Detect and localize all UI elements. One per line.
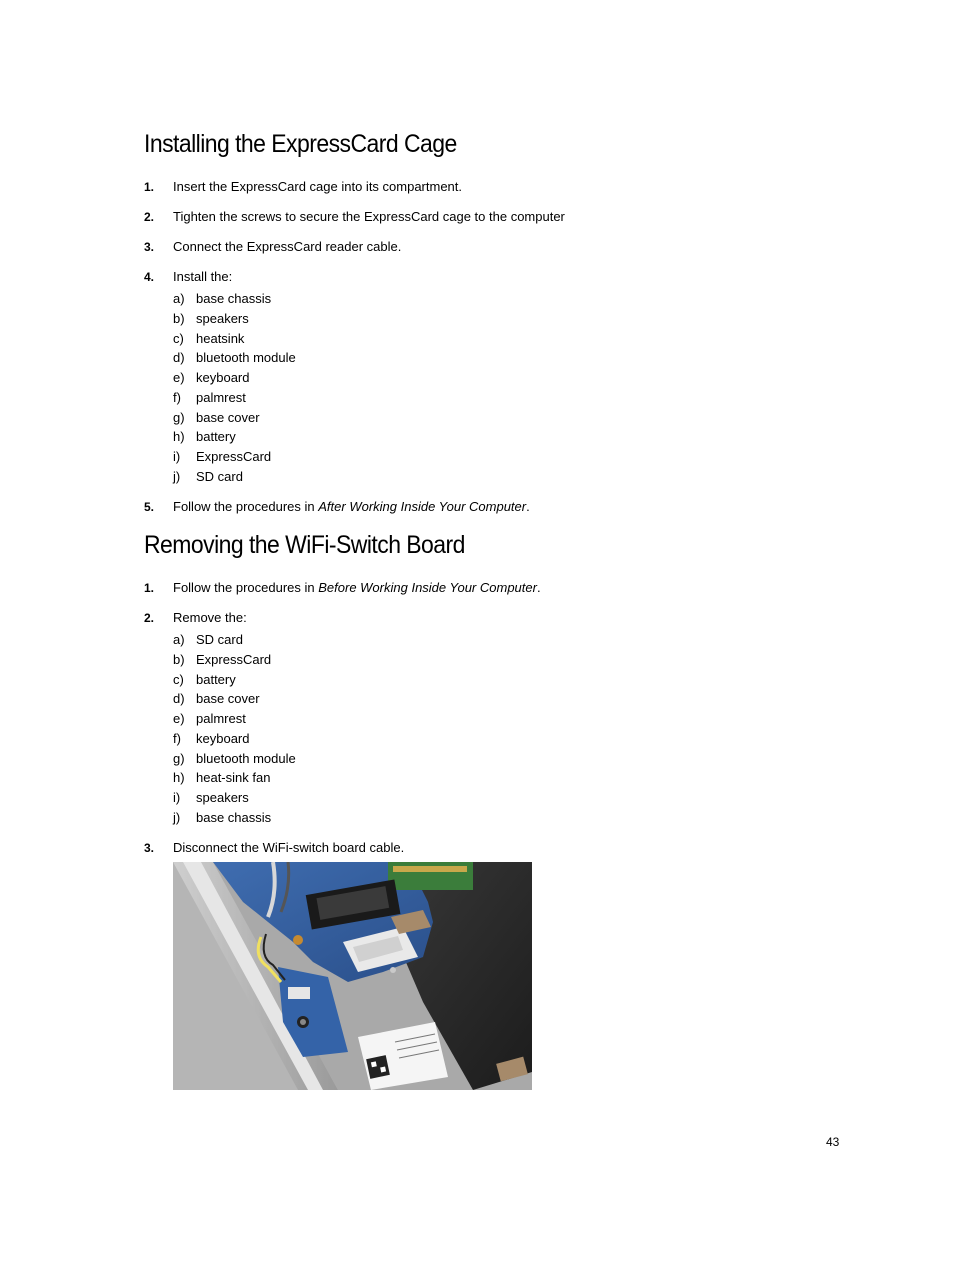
item-text: SD card (196, 469, 243, 484)
item-text: palmrest (196, 711, 246, 726)
item-letter: a) (173, 291, 185, 306)
item-letter: b) (173, 311, 185, 326)
item-text: speakers (196, 790, 249, 805)
item-letter: b) (173, 652, 185, 667)
item-text: battery (196, 672, 236, 687)
item-letter: j) (173, 469, 181, 484)
item-text: heatsink (196, 331, 245, 346)
step-text: Follow the procedures in Before Working Inside Your Computer. (173, 580, 541, 595)
item-text: keyboard (196, 370, 250, 385)
item-letter: h) (173, 770, 185, 785)
item-text: base cover (196, 691, 260, 706)
item-text: keyboard (196, 731, 250, 746)
step-number: 3. (144, 841, 155, 855)
item-text: ExpressCard (196, 449, 272, 464)
step-text: Disconnect the WiFi-switch board cable. (173, 840, 405, 855)
step-number: 2. (144, 210, 155, 224)
step-number: 1. (144, 581, 155, 595)
link-after-working-inside-computer: After Working Inside Your Computer (318, 499, 527, 514)
step-number: 5. (144, 500, 155, 514)
page-number: 43 (826, 1135, 840, 1149)
item-letter: f) (173, 731, 181, 746)
item-letter: i) (173, 790, 181, 805)
item-text: speakers (196, 311, 249, 326)
item-letter: f) (173, 390, 181, 405)
step-number: 3. (144, 240, 155, 254)
item-text: bluetooth module (196, 350, 296, 365)
item-letter: c) (173, 331, 184, 346)
item-text: base chassis (196, 810, 272, 825)
item-letter: g) (173, 751, 185, 766)
item-text: bluetooth module (196, 751, 296, 766)
item-text: palmrest (196, 390, 246, 405)
item-letter: j) (173, 810, 181, 825)
wifi-switch-board-photo (173, 862, 532, 1090)
step-text: Insert the ExpressCard cage into its compartment. (173, 179, 463, 194)
item-letter: e) (173, 711, 185, 726)
item-letter: a) (173, 632, 185, 647)
step-text: Remove the: (173, 610, 247, 625)
item-text: base chassis (196, 291, 272, 306)
item-text: heat-sink fan (196, 770, 271, 785)
item-text: base cover (196, 410, 260, 425)
item-letter: d) (173, 691, 185, 706)
step-text: Connect the ExpressCard reader cable. (173, 239, 402, 254)
link-before-working-inside-computer: Before Working Inside Your Computer (318, 580, 537, 595)
step-number: 2. (144, 611, 155, 625)
item-text: battery (196, 429, 236, 444)
item-letter: c) (173, 672, 184, 687)
step-number: 1. (144, 180, 155, 194)
step-text: Install the: (173, 269, 233, 284)
step-text: Tighten the screws to secure the ExpressCard cage to the computer (173, 209, 565, 224)
section-heading-installing-expresscard-cage: Installing the ExpressCard Cage (144, 130, 457, 158)
item-letter: e) (173, 370, 185, 385)
item-letter: h) (173, 429, 185, 444)
step-text: Follow the procedures in After Working Inside Your Computer. (173, 499, 530, 514)
section-heading-removing-wifi-switch-board: Removing the WiFi-Switch Board (144, 531, 465, 559)
item-letter: i) (173, 449, 181, 464)
item-text: SD card (196, 632, 243, 647)
item-letter: g) (173, 410, 185, 425)
item-letter: d) (173, 350, 185, 365)
step-number: 4. (144, 270, 155, 284)
item-text: ExpressCard (196, 652, 272, 667)
